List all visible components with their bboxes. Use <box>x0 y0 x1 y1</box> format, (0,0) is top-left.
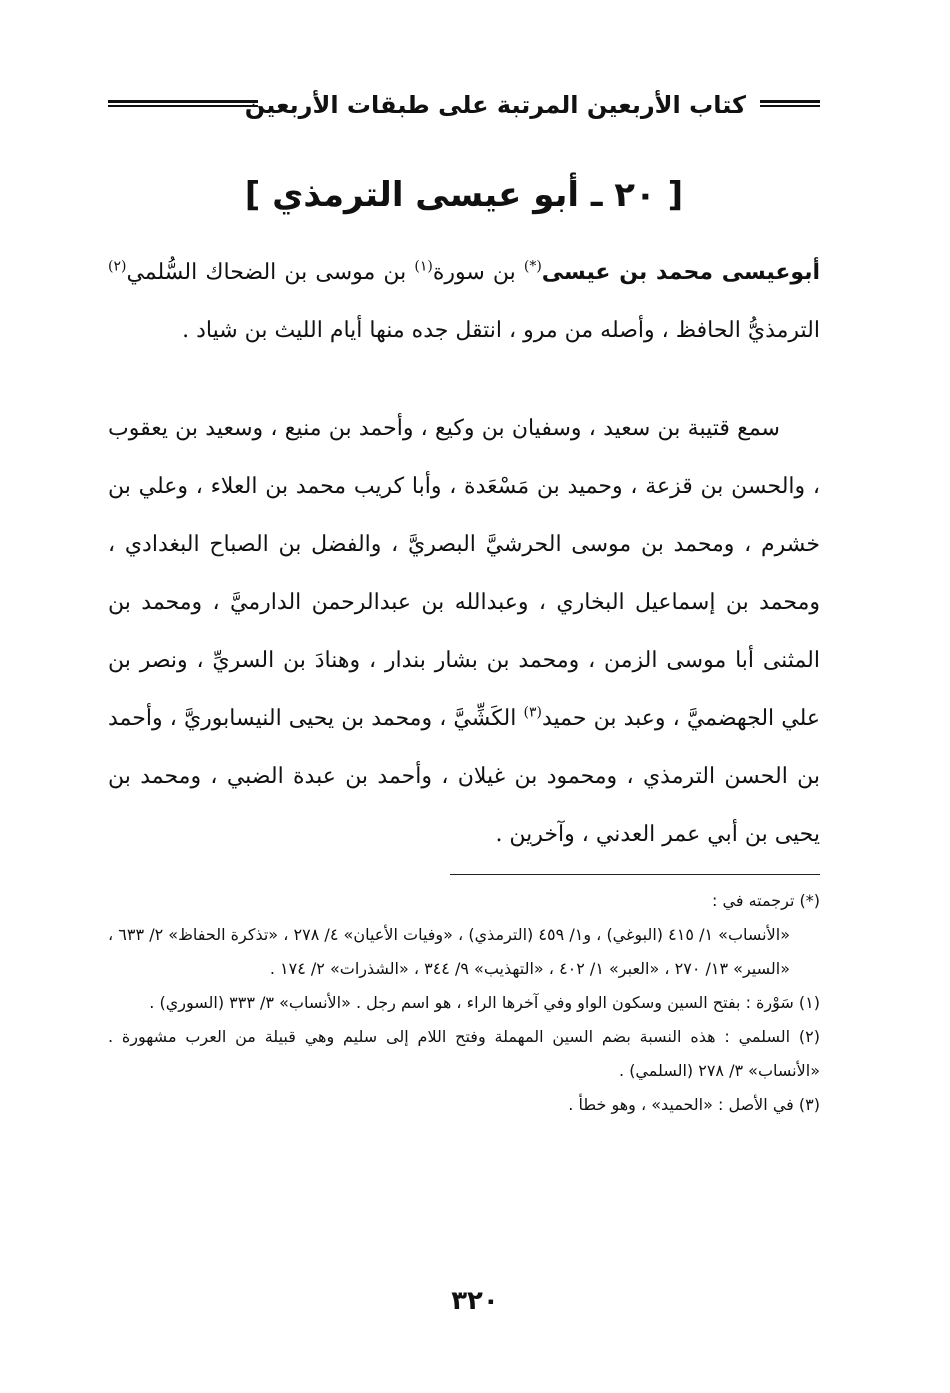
footnote-divider <box>450 874 820 875</box>
footnote-2: (٢) السلمي : هذه النسبة بضم السين المهملة وفتح اللام إلى سليم وهي قبيلة من العرب مشهورة . «الأنساب» ٣/ ٢٧٨ (السلمي) . <box>108 1027 820 1080</box>
footnote-3: (٣) في الأصل : «الحميد» ، وهو خطأ . <box>568 1095 820 1114</box>
footnote-ref-2[interactable]: (٢) <box>108 258 127 275</box>
teachers-paragraph <box>108 400 820 864</box>
footnote-star-label: (*) ترجمته في : <box>712 891 820 910</box>
running-title: كتاب الأربعين المرتبة على طبقات الأربعين <box>244 91 746 119</box>
footnote-star-sources: «الأنساب» ١/ ٤١٥ (البوغي) ، و١/ ٤٥٩ (الترمذي) ، «وفيات الأعيان» ٤/ ٢٧٨ ، «تذكرة الحفاظ» ٢/ ٦٣٣ ، «السير» ١٣/ ٢٧٠ ، «العبر» ١/ ٤٠٢ ، «التهذيب» ٩/ ٣٤٤ ، «الشذرات» ٢/ ١٧٤ . <box>108 925 790 978</box>
subject-name: أبوعيسى محمد بن عيسى <box>541 260 820 285</box>
intro-text-2: بن موسى بن الضحاك السُّلمي <box>126 260 415 285</box>
footnotes <box>108 884 820 1122</box>
footnote-ref-star[interactable]: (*) <box>523 258 542 275</box>
page-number: ٣٢٠ <box>451 1286 499 1316</box>
running-header <box>108 86 820 126</box>
intro-text-1: بن سورة <box>432 260 524 285</box>
main-text <box>108 244 820 864</box>
footnote-1: (١) سَوْرة : بفتح السين وسكون الواو وفي آخرها الراء ، هو اسم رجل . «الأنساب» ٣/ ٣٣٣ (السوري) . <box>149 993 820 1012</box>
intro-text-3: الترمذيُّ الحافظ ، وأصله من مرو ، انتقل جده منها أيام الليث بن شياد . <box>182 318 820 343</box>
intro-paragraph <box>108 244 820 360</box>
header-rule-right <box>760 100 820 107</box>
footnote-ref-3[interactable]: (٣) <box>523 704 542 721</box>
header-rule-left <box>108 100 258 107</box>
footnote-ref-1[interactable]: (١) <box>414 258 433 275</box>
teachers-text-1: سمع قتيبة بن سعيد ، وسفيان بن وكيع ، وأحمد بن منيع ، وسعيد بن يعقوب ، والحسن بن قزعة ، وحميد بن مَسْعَدة ، وأبا كريب محمد بن العلاء ، وعلي بن خشرم ، ومحمد بن موسى الحرشيَّ البصريَّ ، والفضل بن الصباح البغدادي ، ومحمد بن إسماعيل البخاري ، وعبدالله بن عبدالرحمن الدارميَّ ، ومحمد بن المثنى أبا موسى الزمن ، ومحمد بن بشار بندار ، وهنادَ بن السريِّ ، ونصر بن علي الجهضميَّ ، وعبد بن حميد <box>108 416 820 731</box>
teachers-text-2: الكَشِّيَّ ، ومحمد بن يحيى النيسابوريَّ ، وأحمد بن الحسن الترمذي ، ومحمود بن غيلان ، وأحمد بن عبدة الضبي ، ومحمد بن يحيى بن أبي عمر العدني ، وآخرين . <box>108 706 820 847</box>
chapter-title: [ ٢٠ ـ أبو عيسى الترمذي ] <box>244 175 684 215</box>
